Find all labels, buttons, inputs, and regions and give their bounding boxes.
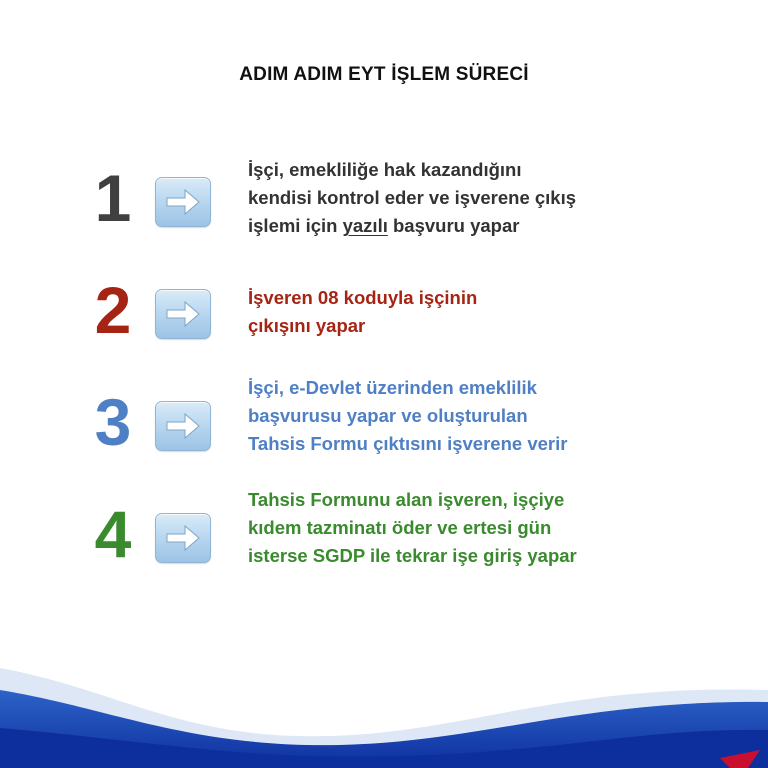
step-line-part: işlemi için [248, 215, 343, 236]
step-line: İşçi, emekliliğe hak kazandığını [248, 159, 522, 180]
underlined-word: yazılı [342, 215, 388, 236]
step-line: Tahsis Formunu alan işveren, işçiye [248, 489, 565, 510]
step-line: isterse SGDP ile tekrar işe giriş yapar [248, 545, 577, 566]
step-line: başvurusu yapar ve oluşturulan [248, 405, 528, 426]
step-line-part: başvuru yapar [387, 215, 520, 236]
step-line: kıdem tazminatı öder ve ertesi gün [248, 517, 552, 538]
step-number: 4 [94, 497, 132, 571]
step-line: çıkışını yapar [248, 315, 366, 336]
step-number: 1 [94, 161, 132, 235]
step-line: Tahsis Formu çıktısını işverene verir [248, 433, 568, 454]
page-title: ADIM ADIM EYT İŞLEM SÜRECİ [239, 64, 529, 85]
step-number: 2 [94, 273, 132, 347]
step-line: İşçi, e-Devlet üzerinden emeklilik [248, 377, 537, 398]
step-line: kendisi kontrol eder ve işverene çıkış [248, 187, 577, 208]
step-line: İşveren 08 koduyla işçinin [248, 287, 478, 308]
step-number: 3 [94, 385, 132, 459]
